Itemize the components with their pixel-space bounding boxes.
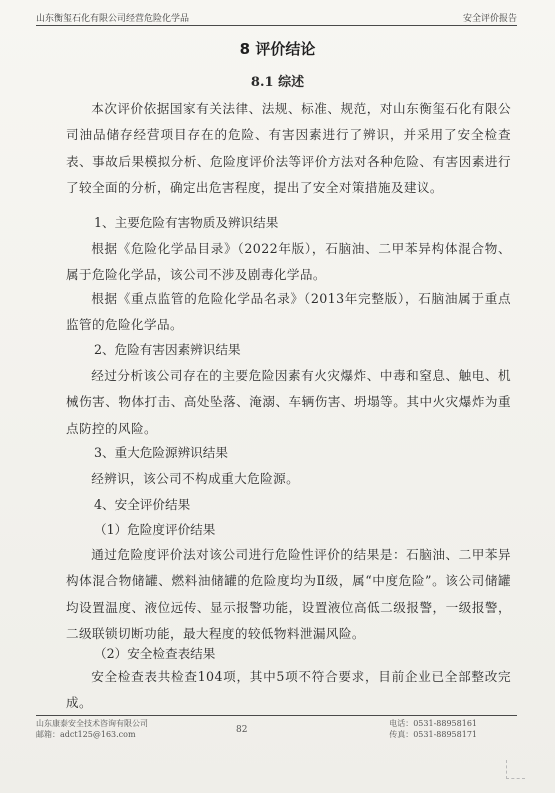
- subsection-1-paragraph-2: 根据《重点监管的危险化学品名录》（2013年完整版），石脑油属于重点监管的危险化学品。: [66, 291, 511, 333]
- chapter-title: 8 评价结论: [239, 40, 316, 58]
- scan-corner-mark: [506, 760, 525, 779]
- page-number: 82: [236, 725, 248, 735]
- footer-company: 山东康泰安全技术咨询有限公司: [36, 719, 148, 728]
- subsection-3-title: 3、重大危险源辨识结果: [94, 445, 228, 460]
- footer-fax: 传真：0531-88958171: [389, 730, 477, 739]
- header-company-project: 山东衡玺石化有限公司经营危险化学品: [36, 14, 190, 24]
- subsection-3-paragraph: 经辨识，该公司不构成重大危险源。: [91, 471, 300, 486]
- subsection-4-item-2-paragraph: 安全检查表共检查104项，其中5项不符合要求，目前企业已全部整改完成。: [66, 669, 511, 711]
- subsection-4-item-2-title: （2）安全检查表结果: [94, 646, 216, 661]
- subsection-2-title: 2、危险有害因素辨识结果: [94, 342, 241, 357]
- section-title: 8.1 综述: [250, 75, 305, 90]
- footer-phone: 电话：0531-88958161: [389, 719, 477, 728]
- header-report-type: 安全评价报告: [462, 14, 517, 24]
- intro-paragraph: 本次评价依据国家有关法律、法规、标准、规范，对山东衡玺石化有限公司油品储存经营项目存在的危险、有害因素进行了辨识，并采用了安全检查表、事故后果模拟分析、危险度评价法等评价方法对各种危险、有害因素进行了较全面的分析，确定出危害程度，提出了安全对策措施及建议。: [66, 101, 511, 196]
- subsection-4-item-1-paragraph: 通过危险度评价法对该公司进行危险性评价的结果是：石脑油、二甲苯异构体混合物储罐、燃料油储罐的危险度均为Ⅱ级，属“中度危险”。该公司储罐均设置温度、液位远传、显示报警功能，设置液位高低二级报警，一级报警，二级联锁切断功能，最大程度的较低物料泄漏风险。: [66, 547, 511, 642]
- subsection-1-paragraph-1: 根据《危险化学品目录》（2022年版），石脑油、二甲苯异构体混合物、属于危险化学品，该公司不涉及剧毒化学品。: [66, 241, 511, 283]
- page-header: [36, 8, 517, 26]
- subsection-4-item-1-title: （1）危险度评价结果: [94, 522, 216, 537]
- subsection-4-title: 4、安全评价结果: [94, 497, 191, 512]
- subsection-1-title: 1、主要危险有害物质及辨识结果: [94, 215, 279, 230]
- page-footer: [36, 715, 517, 752]
- subsection-2-paragraph: 经过分析该公司存在的主要危险因素有火灾爆炸、中毒和窒息、触电、机械伤害、物体打击、高处坠落、淹溺、车辆伤害、坍塌等。其中火灾爆炸为重点防控的风险。: [66, 368, 511, 436]
- footer-email: 邮箱：adct125@163.com: [36, 730, 136, 739]
